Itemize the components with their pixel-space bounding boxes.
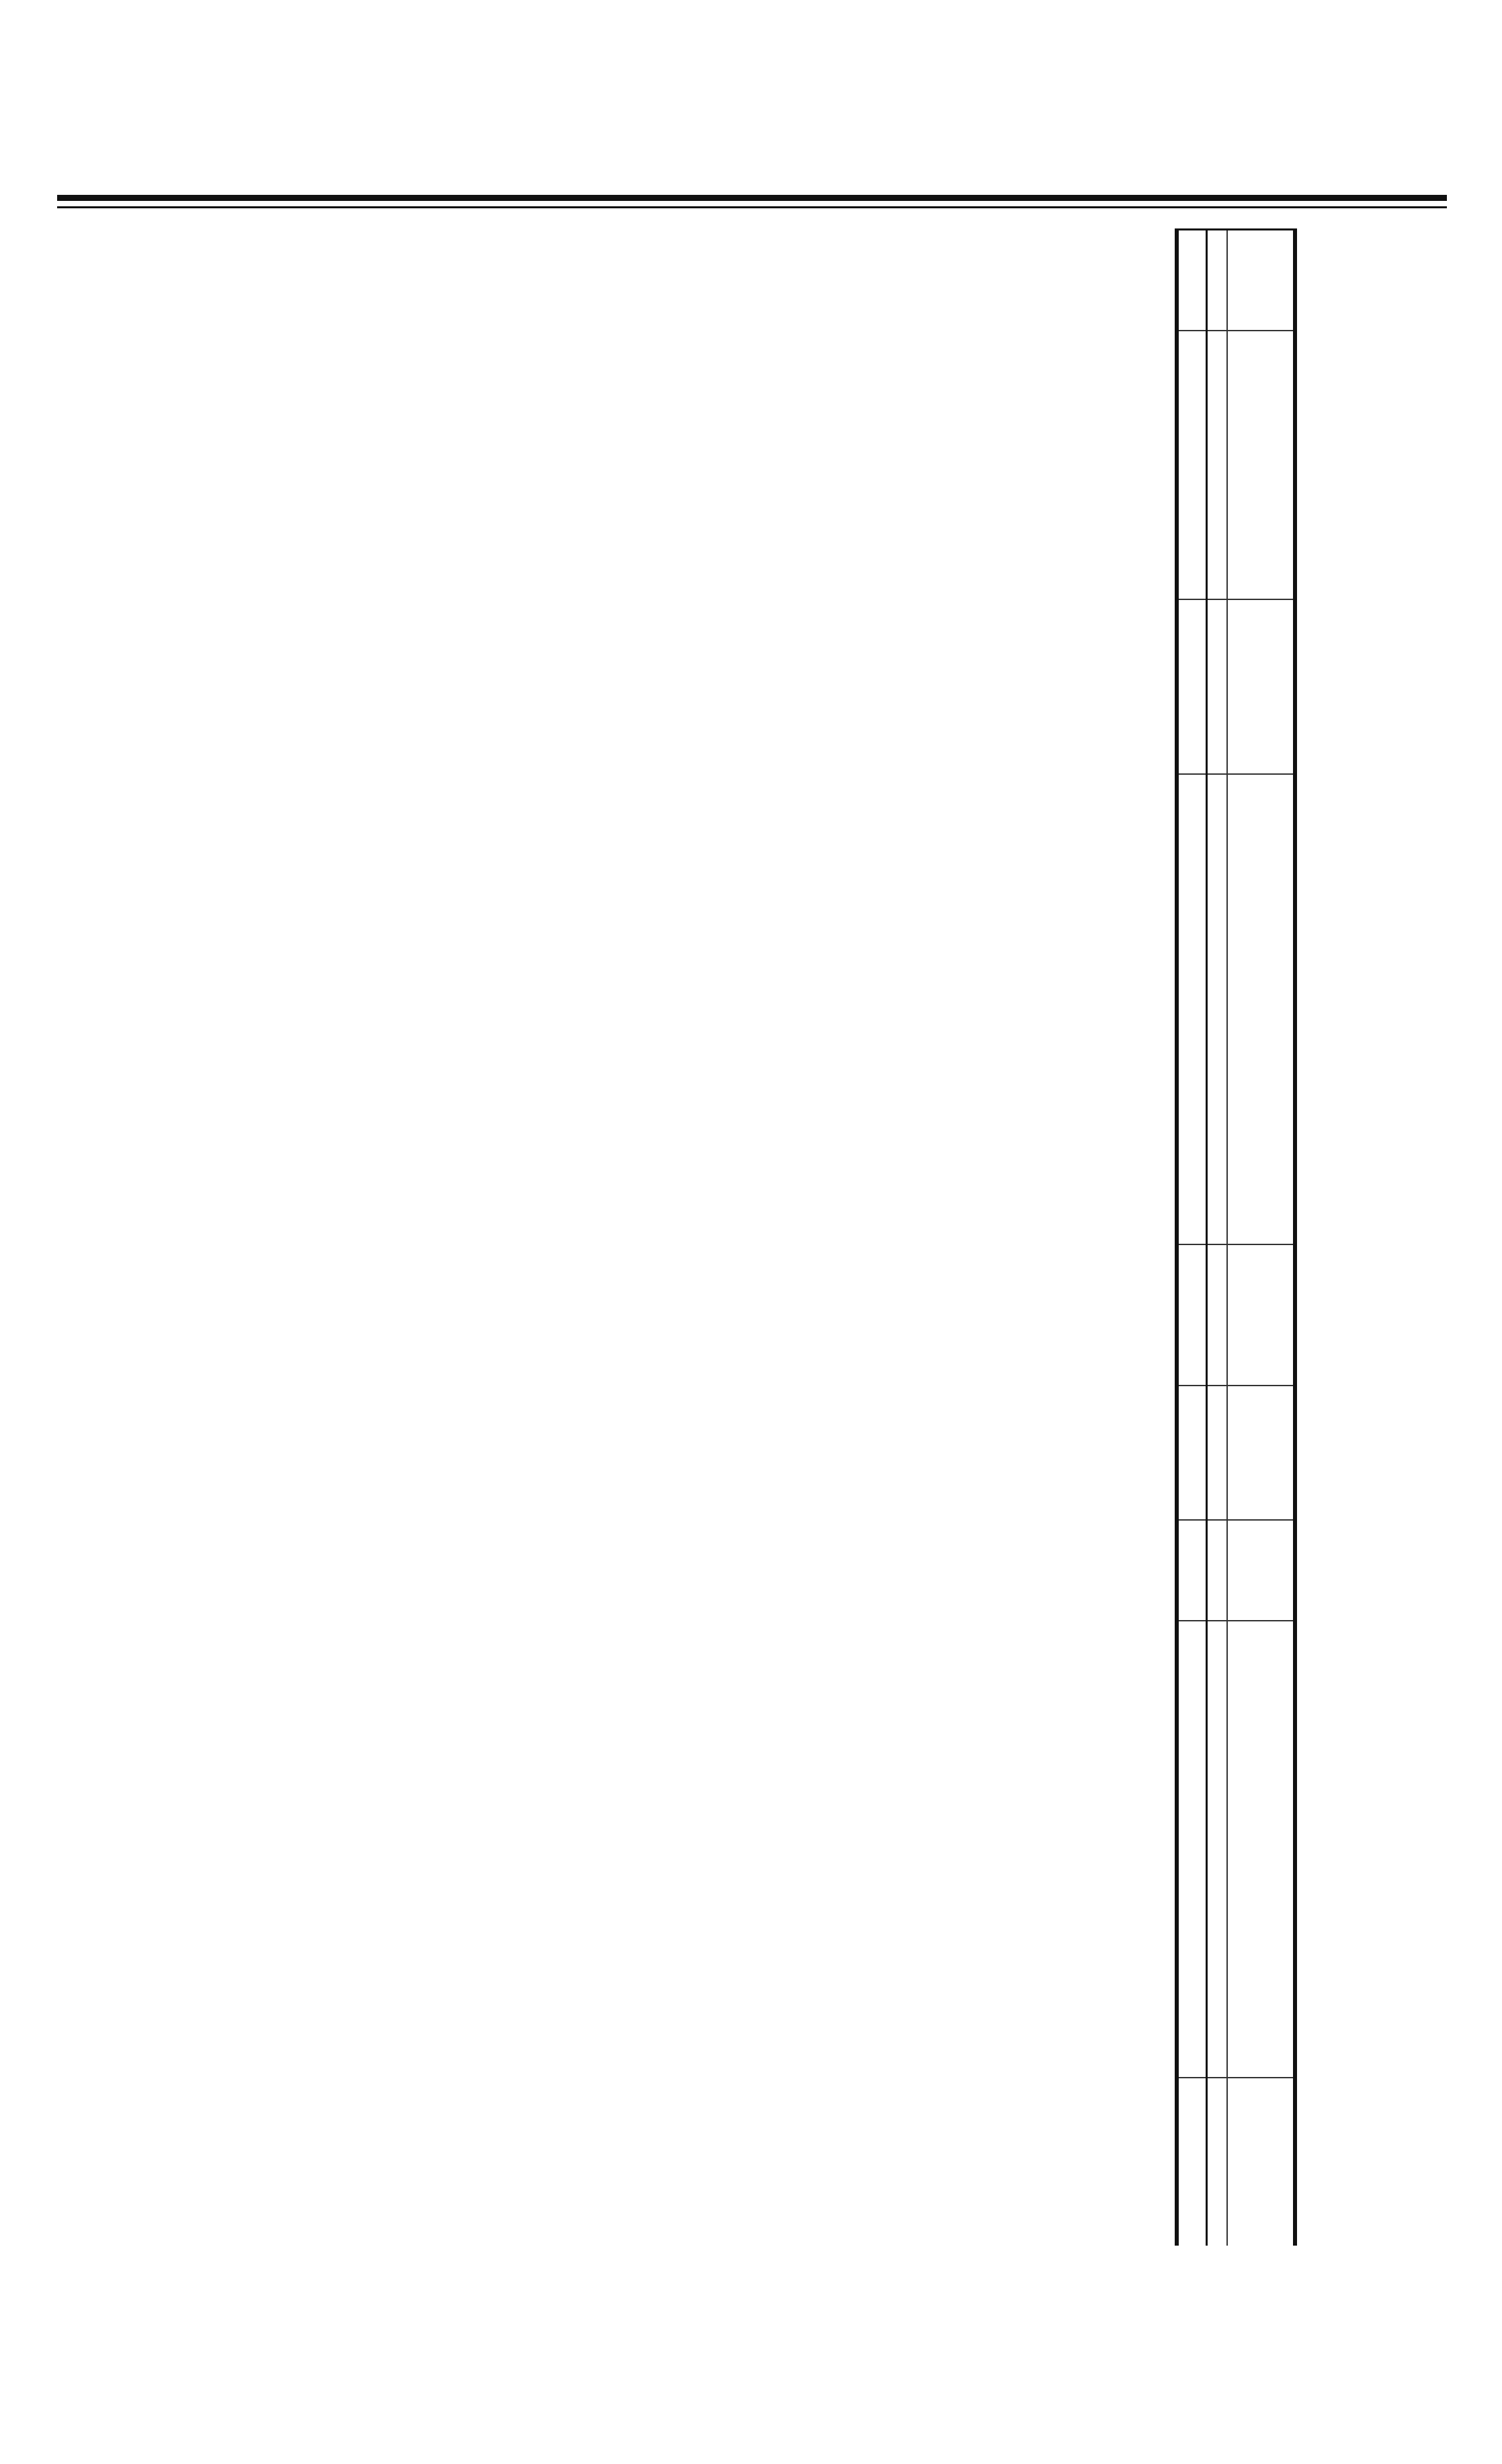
header-row — [1227, 230, 1295, 2246]
col-recettes — [1227, 774, 1295, 1244]
carried-forward-label — [1177, 1621, 1207, 2078]
rotated-page-body — [121, 228, 1398, 2352]
total-row — [1177, 230, 1207, 2246]
lsd-greffier — [1207, 1244, 1228, 1386]
carried-forward-amount — [1177, 2078, 1207, 2246]
register-table — [1175, 228, 1297, 2246]
lsd-depenses — [1207, 2078, 1228, 2246]
unit-row — [1207, 230, 1228, 2246]
col-date2 — [1227, 1520, 1295, 1621]
col-date — [1227, 230, 1295, 331]
col-procureurs — [1227, 599, 1295, 774]
head-rule-thick — [57, 195, 1447, 201]
table-title — [1317, 228, 1398, 2352]
head-rule-thin — [57, 206, 1447, 208]
col-lsd — [1227, 2078, 1295, 2246]
col-hon-greffier — [1227, 1244, 1295, 1386]
col-parties — [1227, 331, 1295, 599]
lsd-crieur — [1207, 1386, 1228, 1520]
col-hon-crieur — [1227, 1386, 1295, 1520]
col-depenses — [1227, 1621, 1295, 2078]
